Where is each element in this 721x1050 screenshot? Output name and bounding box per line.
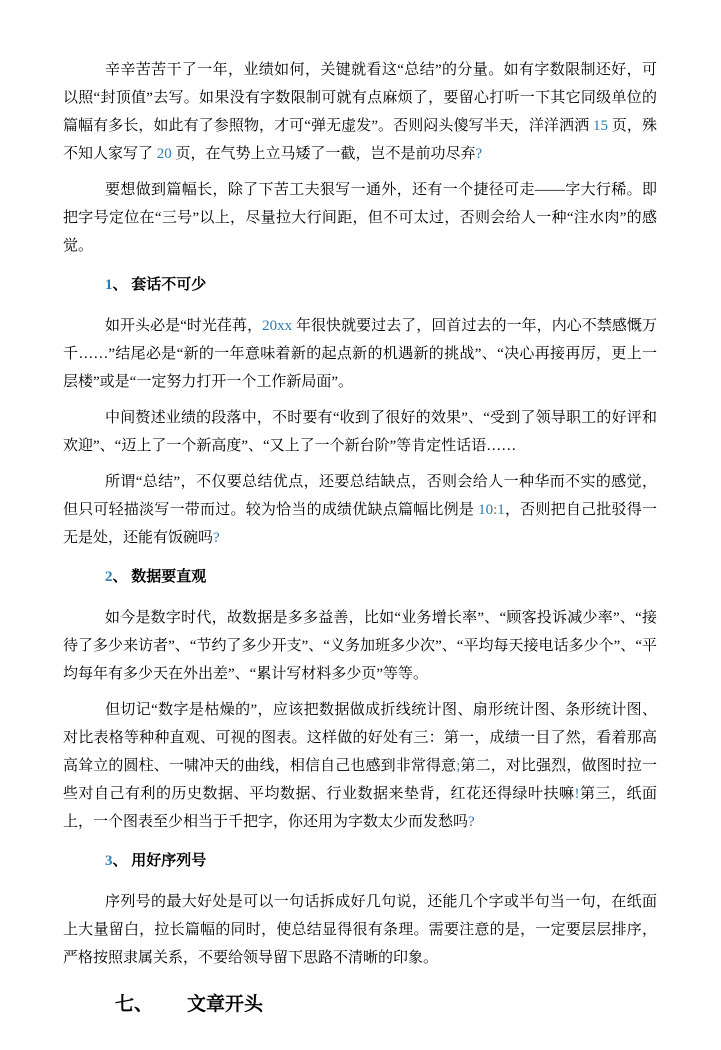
text-run: 用好序列号	[131, 853, 207, 869]
text-run: 页，在气势上立马矮了一截，岂不是前功尽弃	[171, 146, 476, 162]
chapter-heading	[63, 990, 657, 1020]
text-run: 七、	[115, 994, 154, 1015]
text-run: 3	[105, 853, 113, 869]
text-run: 序列号的最大好处是可以一句话拆成好几句说，还能几个字或半句当一句，在纸面上大量留白，拉长篇幅的同时，使总结显得很有条理。需要注意的是，一定要层层排序，严格按照隶属关系，不要给领导留下思路不清晰的印象。	[63, 894, 657, 966]
paragraph	[63, 56, 657, 168]
text-run: 、	[112, 277, 132, 293]
paragraph	[63, 696, 657, 836]
text-run: 20xx	[262, 318, 293, 334]
text-run: 、	[112, 569, 132, 585]
paragraph	[63, 312, 657, 396]
text-run: 2	[105, 569, 113, 585]
text-run: 所谓“总结”，不仅要总结优点，还要总结缺点，否则会给人一种华而不实的感觉，但只可轻描淡写一带而过。较为恰当的成绩优缺点篇幅比例是	[63, 474, 657, 518]
text-run: 、	[112, 853, 132, 869]
text-run: 年很快就要过去了，回首过去的一年，内心不禁感慨万千……”结尾必是“新的一年意味着新的起点新的机遇新的挑战”、“决心再接再厉，更上一层楼”或是“一定努力打开一个工作新局面”。	[63, 318, 657, 390]
text-run: ?	[213, 530, 220, 546]
paragraph	[63, 604, 657, 688]
section-heading	[63, 847, 657, 875]
text-run: 20	[156, 146, 172, 162]
text-run: ，否则把自己批驳得一无是处，还能有饭碗吗	[63, 502, 657, 546]
text-run: :	[493, 502, 498, 518]
text-run: 如今是数字时代，故数据是多多益善，比如“业务增长率”、“顾客投诉减少率”、“接待了多少来访者”、“节约了多少开支”、“义务加班多少次”、“平均每天接电话多少个”、“平均每年有多少天在外出差”、“累计写材料多少页”等等。	[63, 610, 657, 682]
paragraph	[63, 176, 657, 260]
section-heading	[63, 563, 657, 591]
text-run: 页，殊不知人家写了	[63, 118, 657, 162]
text-run: 要想做到篇幅长，除了下苦工夫狠写一通外，还有一个捷径可走——字大行稀。即把字号定位在“三号”以上，尽量拉大行间距，但不可太过，否则会给人一种“注水肉”的感觉。	[63, 182, 657, 254]
text-run: ;	[456, 758, 461, 774]
text-run: 第三，纸面上，一个图表至少相当于千把字，你还用为字数太少而发愁吗	[63, 786, 657, 830]
text-run: 中间赘述业绩的段落中，不时要有“收到了很好的效果”、“受到了领导职工的好评和欢迎”、“迈上了一个新高度”、“又上了一个新台阶”等肯定性话语……	[63, 410, 657, 454]
text-run: 1	[497, 502, 505, 518]
text-run: 数据要直观	[131, 569, 207, 585]
text-run: !	[574, 786, 580, 802]
document-content	[63, 56, 657, 1020]
paragraph	[63, 404, 657, 460]
text-run: 辛辛苦苦干了一年，业绩如何，关键就看这“总结”的分量。如有字数限制还好，可以照“封顶值”去写。如果没有字数限制可就有点麻烦了，要留心打听一下其它同级单位的篇幅有多长，如此有了参照物，才可“弹无虚发”。否则闷头傻写半天，洋洋洒洒	[63, 62, 657, 134]
text-run: 文章开头	[187, 994, 264, 1015]
text-run: 15	[593, 118, 608, 134]
text-run: 第二，对比强烈，做图时拉一些对自己有利的历史数据、平均数据、行业数据来垫背，红花还得绿叶扶嘛	[63, 758, 657, 802]
text-run: 如开头必是“时光荏苒，	[105, 318, 263, 334]
section-heading	[63, 271, 657, 299]
paragraph	[63, 468, 657, 552]
paragraph	[63, 888, 657, 972]
text-run: 但切记“数字是枯燥的”，应该把数据做成折线统计图、扇形统计图、条形统计图、对比表格等种种直观、可视的图表。这样做的好处有三：第一，成绩一目了然，看着那高高耸立的圆柱、一啸冲天的曲线，相信自己也感到非常得意	[63, 702, 657, 774]
text-run: ?	[475, 146, 483, 162]
text-run: 1	[105, 277, 113, 293]
text-run: ?	[468, 814, 475, 830]
text-run: 套话不可少	[131, 277, 207, 293]
text-run: 10	[478, 502, 494, 518]
